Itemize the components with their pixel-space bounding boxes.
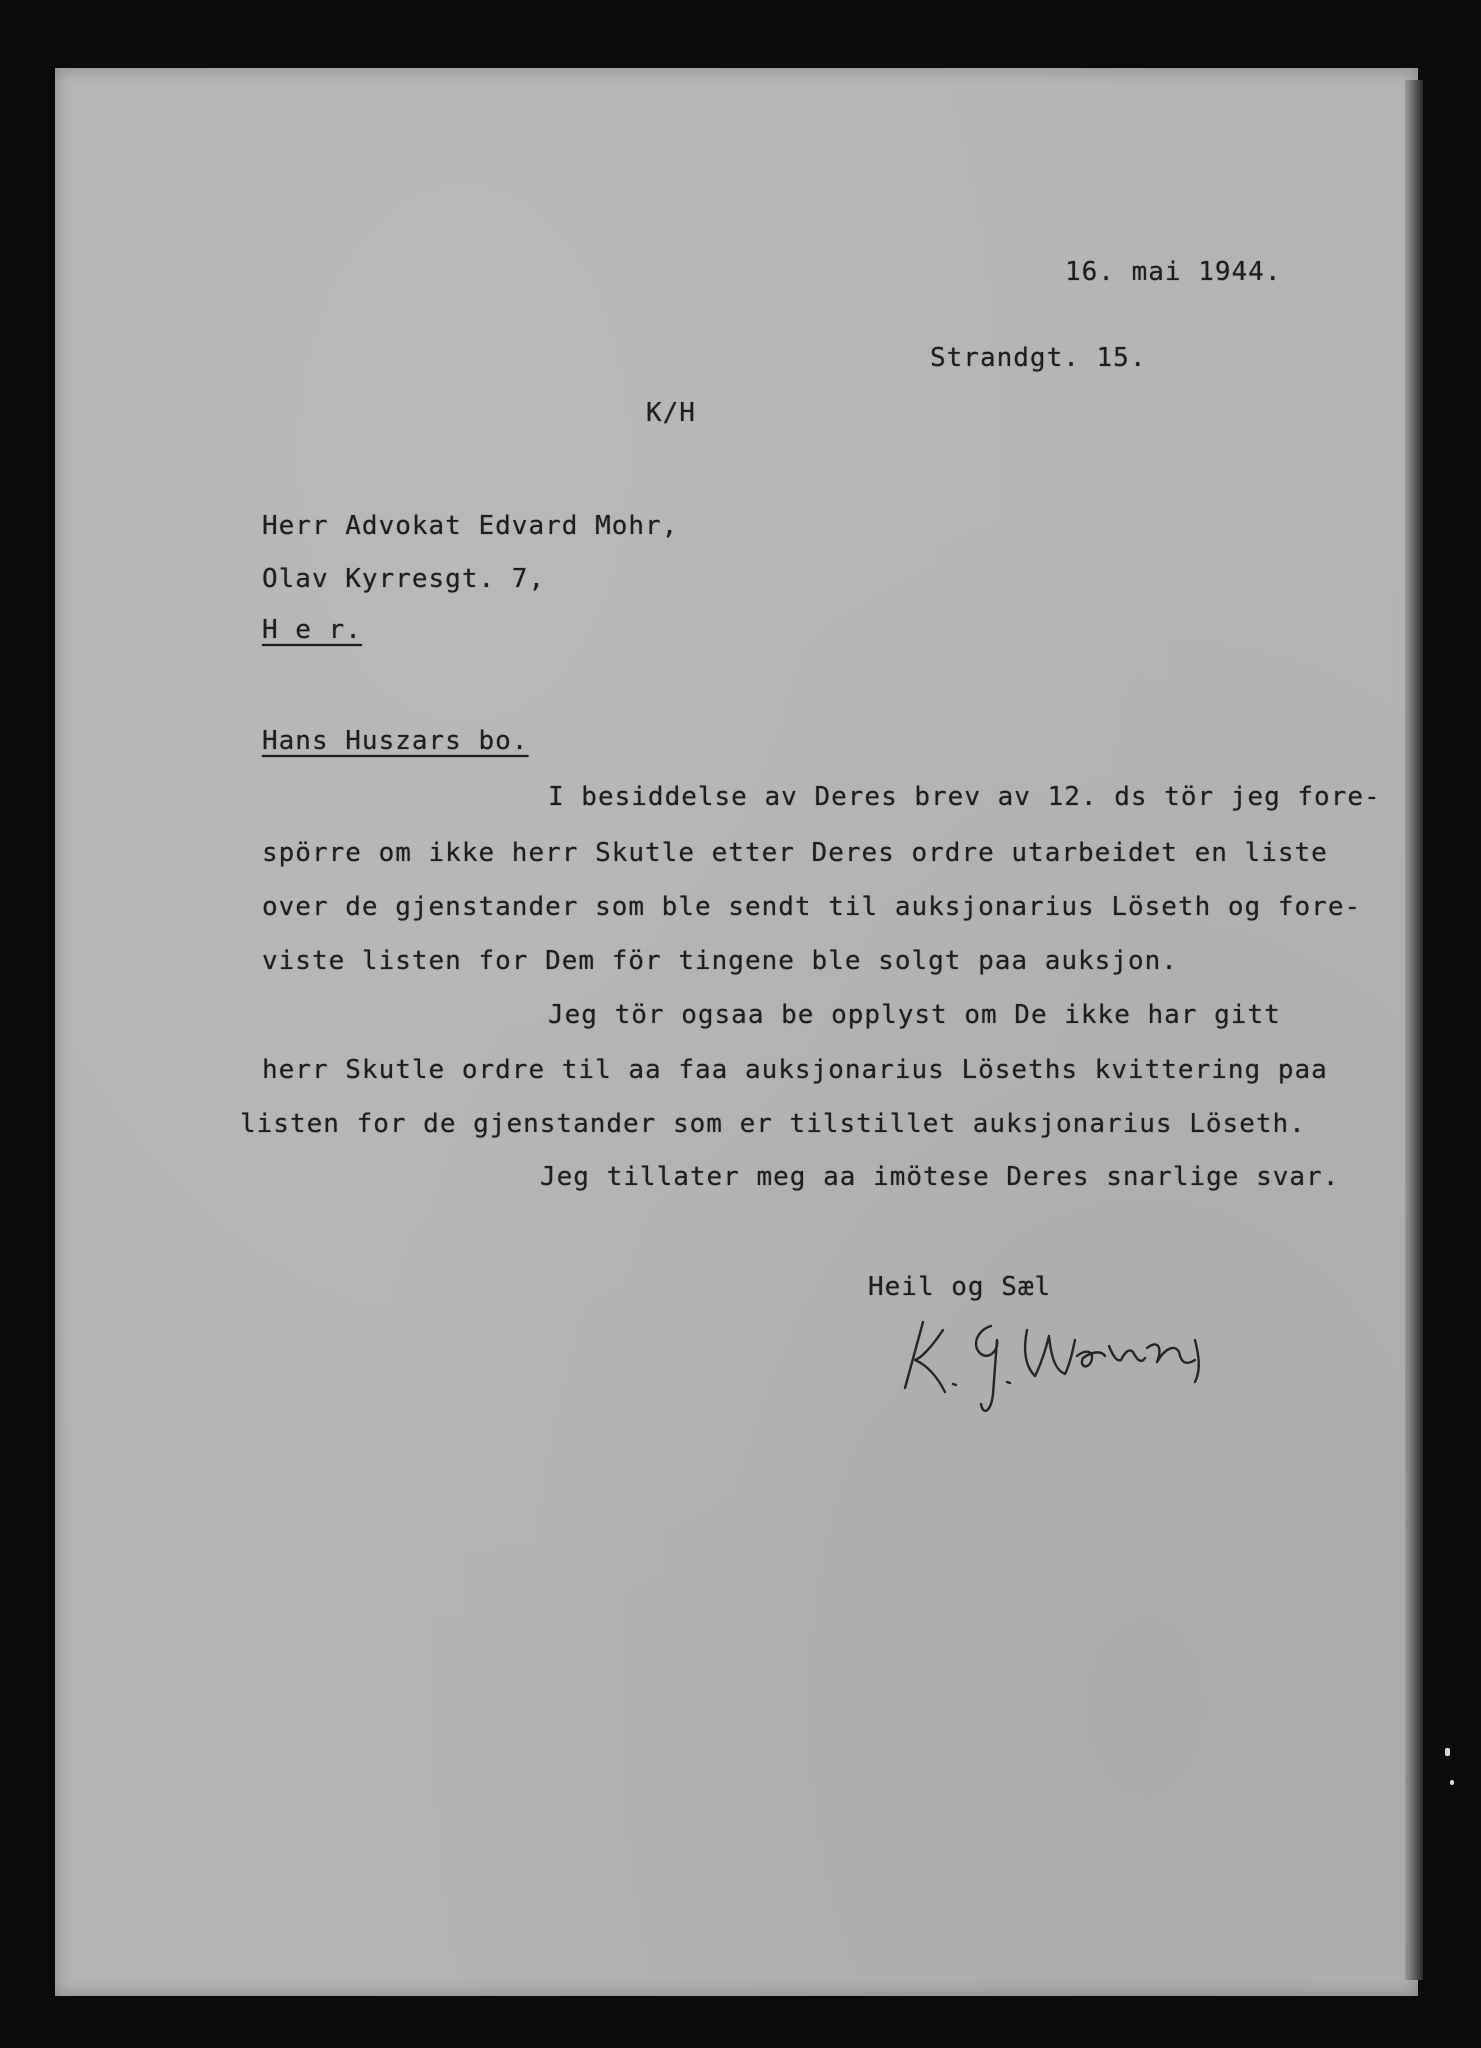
letter-subject: Hans Huszars bo. (262, 726, 529, 756)
scan-artifact (1450, 1780, 1454, 1785)
body-line: Jeg tör ogsaa be opplyst om De ikke har gitt (548, 1000, 1281, 1030)
letter-closing: Heil og Sæl (868, 1272, 1052, 1302)
body-line: viste listen for Dem för tingene ble solgt paa auksjon. (262, 946, 1178, 976)
recipient-name: Herr Advokat Edvard Mohr, (262, 511, 679, 541)
body-line: I besiddelse av Deres brev av 12. ds tör jeg fore- (548, 782, 1381, 812)
body-line: spörre om ikke herr Skutle etter Deres ordre utarbeidet en liste (262, 838, 1328, 868)
recipient-street: Olav Kyrresgt. 7, (262, 564, 546, 594)
body-line: listen for de gjenstander som er tilstillet auksjonarius Löseth. (240, 1109, 1306, 1139)
body-line: herr Skutle ordre til aa faa auksjonarius Löseths kvittering paa (262, 1055, 1328, 1085)
sender-address: Strandgt. 15. (930, 343, 1147, 373)
scan-artifact (1445, 1748, 1450, 1756)
letter-paper (55, 68, 1418, 1996)
recipient-city: H e r. (262, 615, 362, 645)
body-line: over de gjenstander som ble sendt til auksjonarius Löseth og fore- (262, 892, 1362, 922)
body-line: Jeg tillater meg aa imötese Deres snarlige svar. (540, 1162, 1340, 1192)
reference-initials: K/H (646, 398, 696, 428)
paper-edge-shadow (1405, 80, 1423, 1980)
letter-date: 16. mai 1944. (1065, 257, 1282, 287)
handwritten-signature (895, 1300, 1225, 1420)
